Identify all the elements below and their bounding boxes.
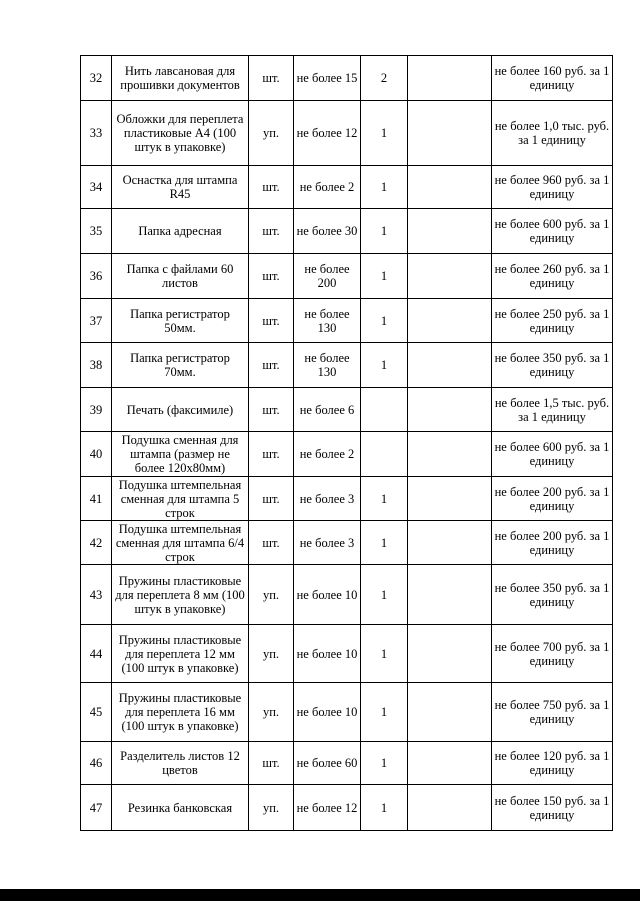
table-row [81,785,613,831]
cell-extra [408,299,492,343]
cell-number: 37 [81,299,112,343]
table-row [81,477,613,521]
cell-count: 1 [361,565,408,625]
cell-quantity: не более 130 [294,343,361,388]
cell-number: 38 [81,343,112,388]
cell-extra [408,432,492,477]
cell-extra [408,388,492,432]
cell-number: 35 [81,209,112,254]
cell-unit: уп. [249,785,294,831]
cell-extra [408,785,492,831]
cell-quantity: не более 3 [294,477,361,521]
cell-price: не более 120 руб. за 1 единицу [492,742,613,785]
cell-quantity: не более 12 [294,101,361,166]
cell-count: 1 [361,477,408,521]
cell-quantity: не более 2 [294,166,361,209]
cell-count [361,388,408,432]
cell-extra [408,343,492,388]
cell-unit: уп. [249,101,294,166]
cell-name: Пружины пластиковые для переплета 12 мм (100 штук в упаковке) [112,625,249,683]
table-row [81,625,613,683]
cell-name: Разделитель листов 12 цветов [112,742,249,785]
cell-number: 36 [81,254,112,299]
cell-name: Печать (факсимиле) [112,388,249,432]
table-row [81,565,613,625]
items-table [80,55,613,831]
cell-unit: шт. [249,343,294,388]
cell-number: 45 [81,683,112,742]
cell-price: не более 600 руб. за 1 единицу [492,209,613,254]
cell-extra [408,521,492,565]
cell-unit: шт. [249,521,294,565]
cell-number: 47 [81,785,112,831]
cell-number: 41 [81,477,112,521]
table-row [81,432,613,477]
cell-name: Папка с файлами 60 листов [112,254,249,299]
cell-name: Пружины пластиковые для переплета 8 мм (100 штук в упаковке) [112,565,249,625]
cell-extra [408,56,492,101]
cell-name: Пружины пластиковые для переплета 16 мм (100 штук в упаковке) [112,683,249,742]
cell-unit: уп. [249,565,294,625]
cell-unit: шт. [249,742,294,785]
cell-unit: шт. [249,209,294,254]
cell-count [361,432,408,477]
cell-extra [408,477,492,521]
table-row [81,343,613,388]
cell-unit: шт. [249,388,294,432]
cell-price: не более 250 руб. за 1 единицу [492,299,613,343]
cell-quantity: не более 10 [294,565,361,625]
cell-count: 1 [361,209,408,254]
cell-price: не более 150 руб. за 1 единицу [492,785,613,831]
cell-price: не более 1,0 тыс. руб. за 1 единицу [492,101,613,166]
cell-count: 1 [361,742,408,785]
table-row [81,56,613,101]
cell-extra [408,742,492,785]
table-row [81,388,613,432]
cell-name: Папка регистратор 50мм. [112,299,249,343]
cell-name: Резинка банковская [112,785,249,831]
cell-price: не более 750 руб. за 1 единицу [492,683,613,742]
cell-count: 1 [361,521,408,565]
cell-unit: уп. [249,683,294,742]
cell-quantity: не более 6 [294,388,361,432]
cell-count: 1 [361,683,408,742]
cell-price: не более 960 руб. за 1 единицу [492,166,613,209]
cell-name: Обложки для переплета пластиковые А4 (100 штук в упаковке) [112,101,249,166]
table-row [81,101,613,166]
cell-count: 1 [361,785,408,831]
cell-price: не более 1,5 тыс. руб. за 1 единицу [492,388,613,432]
cell-name: Подушка штемпельная сменная для штампа 5 строк [112,477,249,521]
cell-count: 1 [361,625,408,683]
cell-extra [408,209,492,254]
cell-unit: уп. [249,625,294,683]
cell-quantity: не более 10 [294,683,361,742]
cell-count: 1 [361,254,408,299]
cell-quantity: не более 10 [294,625,361,683]
cell-extra [408,166,492,209]
cell-count: 2 [361,56,408,101]
cell-name: Нить лавсановая для прошивки документов [112,56,249,101]
table-row [81,254,613,299]
cell-number: 42 [81,521,112,565]
cell-number: 40 [81,432,112,477]
cell-quantity: не более 130 [294,299,361,343]
table-row [81,209,613,254]
cell-number: 46 [81,742,112,785]
cell-name: Оснастка для штампа R45 [112,166,249,209]
cell-number: 43 [81,565,112,625]
cell-price: не более 350 руб. за 1 единицу [492,343,613,388]
cell-extra [408,254,492,299]
cell-quantity: не более 60 [294,742,361,785]
table-row [81,299,613,343]
cell-unit: шт. [249,56,294,101]
table-row [81,521,613,565]
cell-price: не более 600 руб. за 1 единицу [492,432,613,477]
cell-unit: шт. [249,299,294,343]
cell-name: Подушка сменная для штампа (размер не более 120х80мм) [112,432,249,477]
cell-unit: шт. [249,166,294,209]
cell-number: 39 [81,388,112,432]
cell-quantity: не более 2 [294,432,361,477]
cell-price: не более 700 руб. за 1 единицу [492,625,613,683]
cell-extra [408,625,492,683]
cell-extra [408,565,492,625]
cell-unit: шт. [249,254,294,299]
cell-name: Папка регистратор 70мм. [112,343,249,388]
items-table-body [81,56,613,831]
cell-number: 33 [81,101,112,166]
table-row [81,742,613,785]
cell-quantity: не более 200 [294,254,361,299]
cell-count: 1 [361,299,408,343]
cell-name: Папка адресная [112,209,249,254]
cell-number: 34 [81,166,112,209]
cell-price: не более 350 руб. за 1 единицу [492,565,613,625]
cell-count: 1 [361,343,408,388]
cell-count: 1 [361,101,408,166]
cell-count: 1 [361,166,408,209]
cell-quantity: не более 30 [294,209,361,254]
cell-quantity: не более 3 [294,521,361,565]
cell-extra [408,683,492,742]
cell-price: не более 160 руб. за 1 единицу [492,56,613,101]
cell-quantity: не более 15 [294,56,361,101]
table-row [81,166,613,209]
cell-number: 32 [81,56,112,101]
cell-quantity: не более 12 [294,785,361,831]
cell-number: 44 [81,625,112,683]
cell-extra [408,101,492,166]
cell-unit: шт. [249,432,294,477]
cell-unit: шт. [249,477,294,521]
table-row [81,683,613,742]
scan-bottom-edge [0,889,640,901]
cell-price: не более 200 руб. за 1 единицу [492,477,613,521]
cell-name: Подушка штемпельная сменная для штампа 6/4 строк [112,521,249,565]
cell-price: не более 260 руб. за 1 единицу [492,254,613,299]
cell-price: не более 200 руб. за 1 единицу [492,521,613,565]
